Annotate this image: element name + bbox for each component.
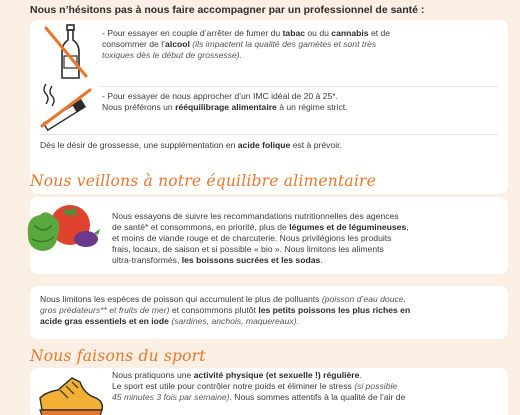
- sport-line-2: Le sport est utile pour contrôler notre poids et éliminer le stress (si possible: [112, 381, 398, 391]
- section-heading-diet: Nous veillons à notre équilibre alimentaire: [30, 172, 376, 190]
- bmi-line-2: Nous préférons un rééquilibrage alimentaire à un régime strict.: [102, 102, 348, 112]
- sneaker-icon: [36, 374, 106, 415]
- sport-line-1: Nous pratiquons une activité physique (et sexuelle !) régulière.: [112, 370, 362, 380]
- divider: [40, 134, 498, 135]
- health-professional-card: [30, 20, 508, 194]
- diet-line-1: Nous essayons de suivre les recommandations nutritionnelles des agences: [112, 211, 399, 221]
- tobacco-line-2: consommer de l’alcool (ils impactent la qualité des gamètes et sont très: [102, 39, 377, 49]
- fish-line-3: acide gras essentiels et en iode (sardines, anchois, maquereaux).: [40, 316, 299, 326]
- cigarette-icon: [36, 80, 94, 132]
- fish-line-2: gros prédateurs** et fruits de mer) et consommons plutôt les petits poissons les plus riches en: [40, 305, 411, 315]
- sport-line-3: 45 minutes 3 fois par semaine). Nous sommes attentifs à la qualité de l’air de: [112, 392, 406, 402]
- vegetables-icon: [22, 195, 106, 259]
- diet-line-4: frais, locaux, de saison et si possible « bio ». Nous limitons les aliments: [112, 244, 384, 254]
- tobacco-line-1: - Pour essayer en couple d’arrêter de fumer du tabac ou du cannabis et de: [102, 28, 391, 38]
- tobacco-line-3: toxiques dès le début de grossesse).: [102, 50, 242, 60]
- bottle-icon: [40, 22, 90, 82]
- sport-card: [30, 368, 508, 415]
- intro-text: Nous n’hésitons pas à nous faire accompagner par un professionnel de santé :: [30, 4, 425, 16]
- section-heading-sport: Nous faisons du sport: [30, 347, 206, 365]
- folic-acid-line: Dès le désir de grossesse, une supplémentation en acide folique est à prévoir.: [40, 140, 342, 150]
- fish-card: [30, 286, 508, 339]
- divider: [100, 86, 498, 87]
- diet-line-2: de santé* et consommons, en priorité, plus de légumes et de légumineuses,: [112, 222, 409, 232]
- diet-card: [30, 197, 508, 274]
- diet-line-3: et moins de viande rouge et de charcuterie. Nous privilégions les produits: [112, 233, 392, 243]
- fish-line-1: Nous limitons les espèces de poisson qui accumulent le plus de polluants (poisson d’eau douce,: [40, 294, 406, 304]
- bmi-line-1: - Pour essayer de nous approcher d’un IMC idéal de 20 à 25*.: [102, 91, 338, 101]
- diet-line-5: ultra-transformés, les boissons sucrées et les sodas.: [112, 255, 323, 265]
